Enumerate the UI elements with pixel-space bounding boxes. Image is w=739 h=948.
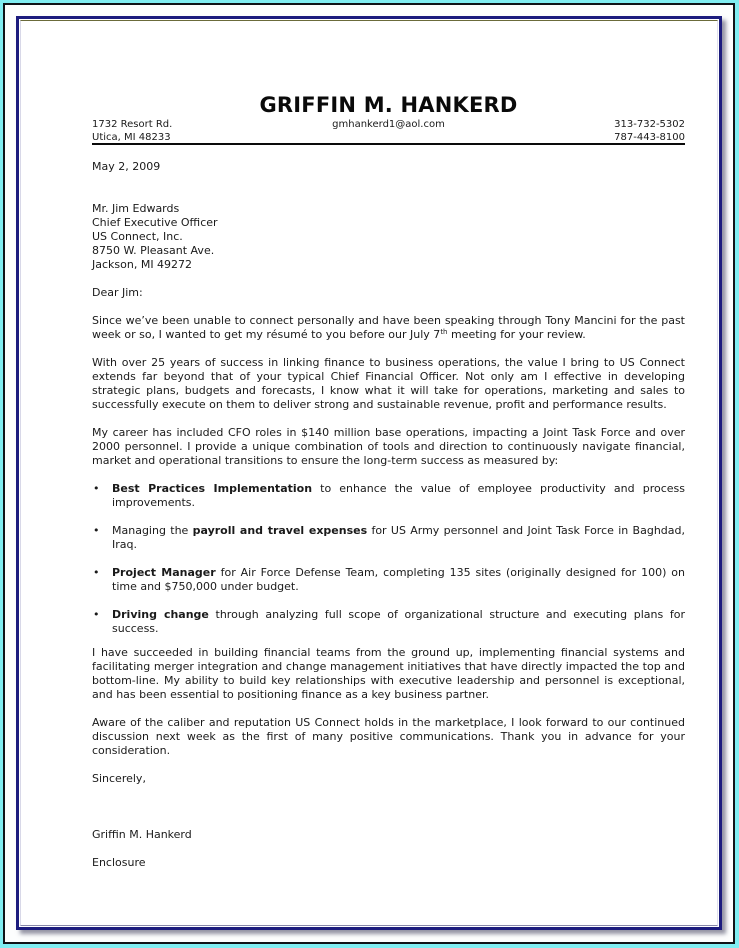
letter-body — [92, 160, 685, 870]
signature-name: Griffin M. Hankerd — [92, 828, 192, 841]
list-item: • Driving change through analyzing full scope of organizational structure and executing plans for success. — [93, 608, 685, 635]
salutation: Dear Jim: — [92, 286, 143, 299]
paragraph-experience: With over 25 years of success in linking finance to business operations, the value I bring to US Connect extends far beyond that of your typical Chief Financial Officer. Not only am I effective in developing strategic plans, budgets and forecasts, I know what it will take for operations, marketing and sales to successfully execute on them to deliver strong and sustainable revenue, profit and performance results. — [92, 356, 685, 411]
paragraph-intro: Since we’ve been unable to connect personally and have been speaking through Tony Mancini for the past week or so, I wanted to get my résumé to you before our July 7th meeting for your review. — [92, 314, 685, 341]
recipient-company: US Connect, Inc. — [92, 230, 183, 243]
achievements-list — [92, 482, 685, 636]
recipient-city: Jackson, MI 49272 — [92, 258, 193, 271]
sender-email: gmhankerd1@aol.com — [332, 119, 445, 130]
list-item: • Managing the payroll and travel expenses for US Army personnel and Joint Task Force in Baghdad, Iraq. — [93, 524, 686, 551]
sender-phone-1: 313-732-5302 — [614, 119, 685, 130]
sender-address-line2: Utica, MI 48233 — [92, 132, 171, 143]
enclosure-note: Enclosure — [92, 856, 146, 869]
recipient-block — [92, 202, 685, 272]
recipient-name: Mr. Jim Edwards — [92, 202, 180, 215]
letter-page — [16, 16, 722, 930]
bullet-icon: • — [93, 524, 100, 537]
complimentary-close: Sincerely, — [92, 772, 146, 785]
sender-address-line1: 1732 Resort Rd. — [92, 119, 173, 130]
letterhead-rule — [92, 143, 685, 145]
letter-date: May 2, 2009 — [92, 160, 161, 173]
list-item: • Project Manager for Air Force Defense Team, completing 135 sites (originally designed for 100) on time and $750,000 under budget. — [93, 566, 685, 593]
recipient-title: Chief Executive Officer — [92, 216, 218, 229]
letterhead-contact — [92, 118, 685, 146]
bullet-icon: • — [93, 608, 100, 621]
letterhead-name: GRIFFIN M. HANKERD — [259, 93, 518, 117]
paragraph-closing: Aware of the caliber and reputation US Connect holds in the marketplace, I look forward to our continued discussion next week as the first of many positive communications. Thank you in advance for your consideration. — [92, 716, 685, 757]
sender-phones — [614, 118, 685, 144]
list-item: • Best Practices Implementation to enhance the value of employee productivity and process improvements. — [93, 482, 685, 509]
bullet-icon: • — [93, 566, 100, 579]
bullet-icon: • — [93, 482, 100, 495]
sender-phone-2: 787-443-8100 — [614, 132, 685, 143]
recipient-street: 8750 W. Pleasant Ave. — [92, 244, 215, 257]
paragraph-career: My career has included CFO roles in $140 million base operations, impacting a Joint Task Force and over 2000 personnel. I provide a unique combination of tools and direction to continuously navigate financial, market and operational transitions to ensure the long-term success as measured by: — [92, 426, 685, 467]
paragraph-teams: I have succeeded in building financial teams from the ground up, implementing financial systems and facilitating merger integration and change management initiatives that have directly impacted the top and bottom-line. My ability to build key relationships with executive leadership and personnel is exceptional, and has been essential to positioning finance as a key business partner. — [92, 646, 685, 701]
